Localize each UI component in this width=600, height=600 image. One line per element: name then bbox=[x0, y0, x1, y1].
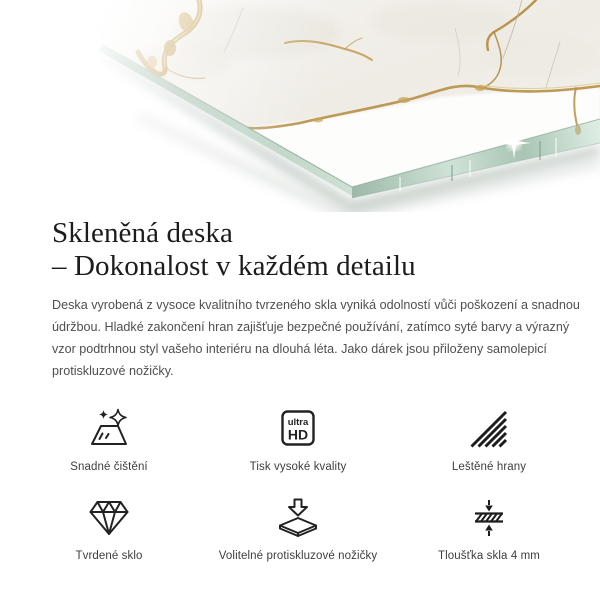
page-title-line1: Skleněná deska bbox=[52, 217, 233, 249]
feature-polished-edges bbox=[398, 408, 580, 473]
product-description bbox=[52, 294, 600, 382]
feature-label: Tvrdené sklo bbox=[75, 550, 143, 562]
feature-glass-thickness bbox=[398, 497, 580, 562]
ultra-hd-icon bbox=[274, 408, 322, 450]
feature-easy-cleaning bbox=[20, 408, 198, 473]
feature-tempered-glass bbox=[20, 497, 198, 562]
glass-thickness-icon bbox=[465, 497, 513, 539]
anti-slip-feet-icon bbox=[274, 497, 322, 539]
feature-label: Volitelné protiskluzové nožičky bbox=[218, 550, 378, 562]
sparkle-clean-icon bbox=[85, 408, 133, 450]
description-line: vzor podtrhnou styl vašeho interiéru na dlouhá léta. Jako dárek jsou přiloženy samolepicí bbox=[52, 342, 547, 356]
feature-label: Leštěné hrany bbox=[451, 461, 527, 473]
feature-anti-slip-feet bbox=[198, 497, 398, 562]
svg-text:ultra: ultra bbox=[287, 417, 309, 428]
diamond-icon bbox=[85, 497, 133, 539]
description-line: údržbou. Hladké zakončení hran zajišťuje bezpečné používání, zatímco syté barvy a výrazný bbox=[52, 320, 570, 334]
description-line: protiskluzové nožičky. bbox=[52, 364, 174, 378]
page-title bbox=[52, 217, 600, 283]
product-photo-glass-panel bbox=[0, 0, 600, 212]
description-line: Deska vyrobená z vysoce kvalitního tvrzeného skla vyniká odolností vůči poškození a snadnou bbox=[52, 298, 580, 312]
svg-text:HD: HD bbox=[287, 426, 309, 443]
polished-edges-icon bbox=[465, 408, 513, 450]
feature-grid bbox=[20, 408, 580, 562]
feature-print-quality bbox=[198, 408, 398, 473]
feature-label: Tisk vysoké kvality bbox=[249, 461, 347, 473]
feature-label: Tloušťka skla 4 mm bbox=[438, 550, 540, 562]
page-title-line2: – Dokonalost v každém detailu bbox=[52, 250, 416, 282]
feature-label: Snadné čištění bbox=[70, 461, 148, 473]
